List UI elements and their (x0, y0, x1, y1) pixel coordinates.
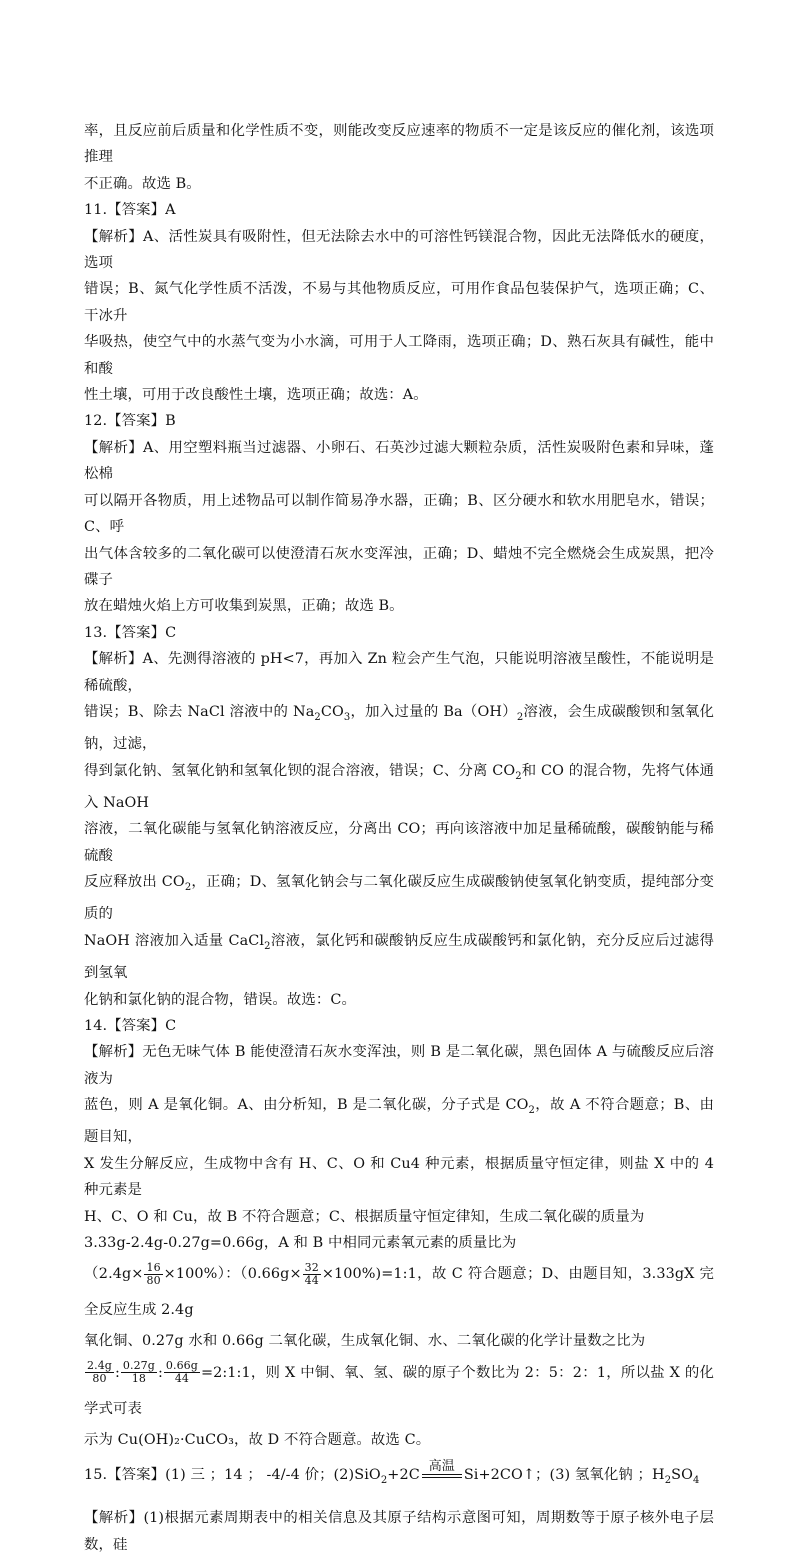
explanation-line: 【解析】(1)根据元素周期表中的相关信息及其原子结构示意图可知，周期数等于原子核外电子层数，硅 (84, 1510, 714, 1553)
text-run: 和 CO 的混合物，先将气体通入 NaOH (84, 762, 714, 811)
fraction-denominator: 44 (174, 1372, 190, 1386)
fraction (121, 1360, 157, 1385)
explanation-line (84, 699, 714, 758)
text-run: 错误；B、除去 NaCl 溶液中的 Na (84, 703, 315, 720)
paragraph-line: 不正确。故选 B。 (84, 175, 201, 192)
subscript: 2 (184, 882, 192, 893)
explanation-line: 【解析】无色无味气体 B 能使澄清石灰水变浑浊，则 B 是二氧化碳，黑色固体 A 与硫酸反应后溶液为 (84, 1044, 714, 1087)
text-run: Si+2CO↑；(3) 氢氧化钠 ；H (463, 1467, 665, 1484)
explanation-line: 【解析】A、用空塑料瓶当过滤器、小卵石、石英沙过滤大颗粒杂质，活性炭吸附色素和异味，蓬松棉 (84, 439, 714, 483)
subscript: 2 (516, 711, 524, 723)
text-run: 溶液，氯化钙和碳酸钠反应生成碳酸钙和氯化钠，充分反应后过滤得到氢氧 (84, 932, 714, 982)
explanation-line: 化钠和氯化钠的混合物，错误。故选：C。 (84, 991, 356, 1008)
explanation-line (84, 928, 714, 987)
formula-line (84, 1256, 714, 1328)
text-run: 反应释放出 CO (84, 874, 185, 891)
text-run: 蓝色，则 A 是氧化铜。A、由分析知，B 是二氧化碳，分子式是 CO (84, 1097, 529, 1114)
answer-15 (84, 1457, 714, 1499)
explanation-line (84, 758, 714, 817)
subscript: 2 (664, 1475, 672, 1487)
fraction-denominator: 44 (304, 1273, 319, 1287)
fraction-numerator: 16 (146, 1260, 161, 1274)
reaction-condition: 高温 (428, 1459, 455, 1475)
fraction (85, 1360, 114, 1385)
text-run: +2C (387, 1467, 420, 1484)
subscript: 2 (314, 711, 321, 723)
explanation-line: 3.33g-2.4g-0.27g=0.66g，A 和 B 中相同元素氧元素的质量比为 (84, 1235, 517, 1252)
text-run: CO (320, 703, 344, 720)
text-run: ，正确；D、氢氧化钠会与二氧化碳反应生成碳酸钠使氢氧化钠变质，提纯部分变质的 (84, 874, 715, 923)
explanation-line: 性土壤，可用于改良酸性土壤，选项正确；故选：A。 (84, 387, 428, 404)
text-run: （2.4g× (84, 1266, 144, 1283)
reaction-condition-arrow (422, 1460, 462, 1490)
explanation-line: 错误；B、氮气化学性质不活泼，不易与其他物质反应，可用作食品包装保护气，选项正确；C、干冰升 (84, 281, 714, 324)
fraction (303, 1262, 321, 1287)
subscript: 2 (264, 940, 271, 952)
fraction-numerator: 2.4g (87, 1359, 112, 1373)
explanation-line: X 发生分解反应，生成物中含有 H、C、O 和 Cu4 种元素，根据质量守恒定律，则盐 X 中的 4 种元素是 (84, 1155, 714, 1199)
spacer (422, 1478, 462, 1490)
subscript: 3 (343, 711, 351, 723)
explanation-line: 氧化铜、0.27g 水和 0.66g 二氧化碳，生成氧化铜、水、二氧化碳的化学计量数之比为 (84, 1333, 646, 1350)
explanation-line: 【解析】A、先测得溶液的 pH<7，再加入 Zn 粒会产生气泡，只能说明溶液呈酸性，不能说明是稀硫酸， (84, 651, 714, 694)
fraction-denominator: 80 (146, 1273, 161, 1287)
fraction (144, 1262, 162, 1287)
explanation-line: 溶液，二氧化碳能与氢氧化钠溶液反应，分离出 CO；再向该溶液中加足量稀硫酸，碳酸钠能与稀硫酸 (84, 821, 714, 864)
text-run: ，加入过量的 Ba（OH） (350, 703, 517, 720)
explanation-line (84, 1092, 714, 1151)
text-run: ×100%)=1:1，故 C 符合题意；D、由题目知，3.33gX 完全反应生成 2.4g (84, 1266, 714, 1319)
explanation-line: H、C、O 和 Cu，故 B 不符合题意；C、根据质量守恒定律知，生成二氧化碳的质量为 (84, 1208, 645, 1225)
subscript: 2 (515, 770, 522, 782)
explanation-line: 示为 Cu(OH)₂·CuCO₃，故 D 不符合题意。故选 C。 (84, 1431, 431, 1448)
formula-line: $\frac{2.4g}{80}$ : $\frac{0.27g}{18}$ : $\frac{0.66g}{44}$ =2:1:1，则 X 中铜、氧、氢、碳的原子个数比为 2：5：2：1，所以盐 X 的化学式可表 (84, 1359, 714, 1417)
text-run: NaOH 溶液加入适量 CaCl (84, 932, 265, 949)
explanation-line (84, 869, 714, 928)
text-run: ，故 A 不符合题意；B、由题目知， (84, 1097, 714, 1146)
subscript: 2 (528, 1105, 535, 1116)
text-run: 溶液，会生成碳酸钡和氢氧化钠，过滤， (84, 703, 714, 753)
explanation-line: 【解析】A、活性炭具有吸附性，但无法除去水中的可溶性钙镁混合物，因此无法降低水的硬度，选项 (84, 228, 714, 272)
answer-11: 11.【答案】A (84, 202, 176, 219)
text-run: SO (671, 1467, 694, 1484)
answer-12: 12.【答案】B (84, 413, 176, 430)
text-run: ×100%）：（0.66g× (163, 1266, 302, 1283)
text-run: =2:1:1，则 X 中铜、氧、氢、碳的原子个数比为 2：5：2：1，所以盐 X 的化学式可表 (84, 1364, 714, 1417)
paragraph-line: 率，且反应前后质量和化学性质不变，则能改变反应速率的物质不一定是该反应的催化剂，该选项推理 (84, 123, 714, 166)
fraction-numerator: 0.66g (165, 1359, 198, 1373)
explanation-line: 华吸热，使空气中的水蒸气变为小水滴，可用于人工降雨，选项正确；D、熟石灰具有碱性，能中和酸 (84, 334, 714, 377)
fraction-numerator: 32 (304, 1260, 319, 1274)
fraction (164, 1360, 200, 1385)
answer-13: 13.【答案】C (84, 624, 177, 641)
text-run: 得到氯化钠、氢氧化钠和氢氧化钡的混合溶液，错误；C、分离 CO (84, 762, 516, 779)
explanation-line: 放在蜡烛火焰上方可收集到炭黑，正确；故选 B。 (84, 598, 404, 615)
text-run: 15.【答案】(1) 三 ；14 ； -4/-4 价；(2)SiO (84, 1467, 381, 1484)
explanation-line: 出气体含较多的二氧化碳可以使澄清石灰水变浑浊，正确；D、蜡烛不完全燃烧会生成炭黑，把冷碟子 (84, 545, 714, 588)
document-content (84, 118, 714, 1558)
subscript: 2 (380, 1475, 388, 1487)
fraction-denominator: 18 (131, 1372, 147, 1386)
fraction-numerator: 0.27g (122, 1359, 155, 1373)
explanation-line: 可以隔开各物质，用上述物品可以制作简易净水器，正确；B、区分硬水和软水用肥皂水，错误；C、呼 (84, 492, 714, 536)
fraction-denominator: 80 (92, 1372, 107, 1386)
answer-14: 14.【答案】C (84, 1017, 177, 1034)
subscript: 4 (693, 1475, 700, 1487)
